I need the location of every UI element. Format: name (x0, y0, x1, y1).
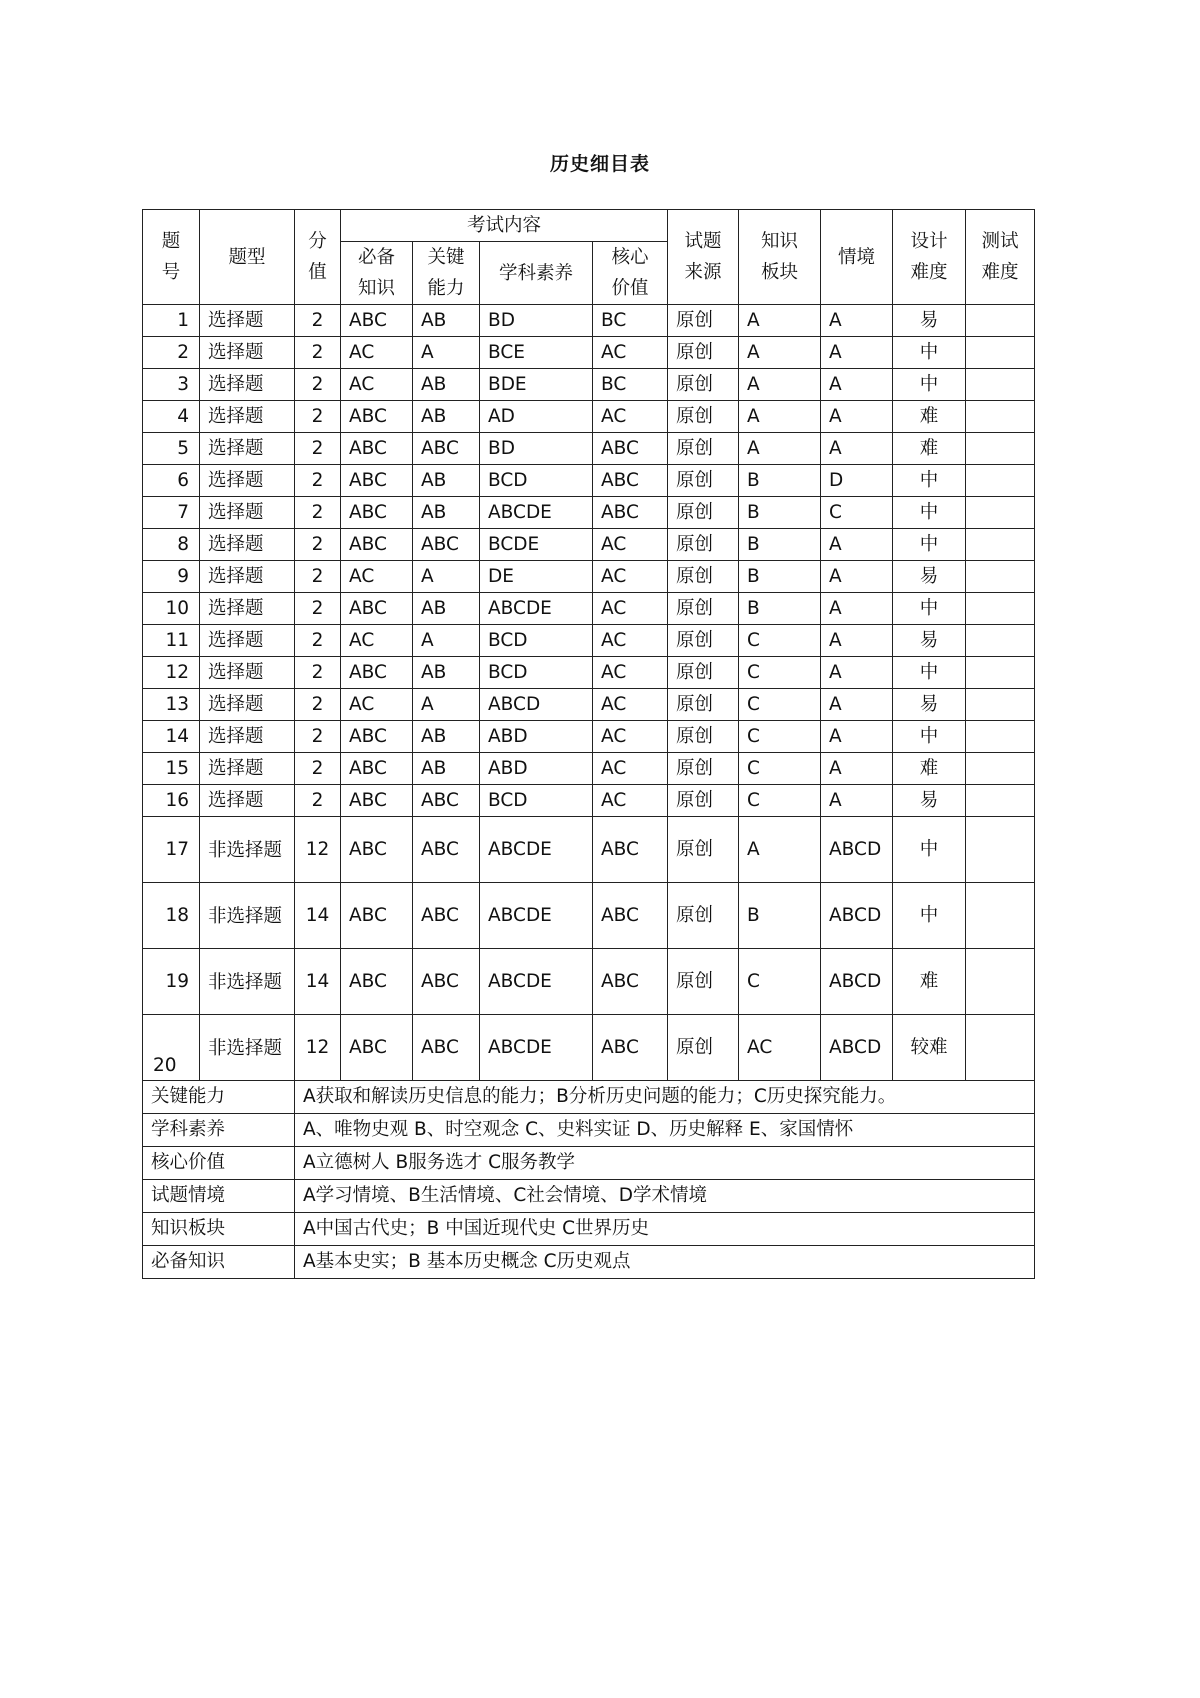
header-values: 核心价值 (593, 242, 668, 305)
cell-source: 原创 (668, 561, 739, 593)
cell-context: ABCD (821, 817, 893, 883)
cell-values: ABC (593, 497, 668, 529)
cell-score: 2 (295, 401, 341, 433)
page-title: 历史细目表 (549, 153, 650, 175)
cell-source: 原创 (668, 593, 739, 625)
table-row (143, 817, 1035, 883)
cell-ability: AB (413, 497, 480, 529)
cell-literacy: BCE (480, 337, 593, 369)
cell-score: 2 (295, 433, 341, 465)
cell-knowledge: ABC (341, 817, 413, 883)
cell-literacy: BCD (480, 625, 593, 657)
cell-literacy: ABD (480, 721, 593, 753)
cell-type: 选择题 (200, 753, 295, 785)
cell-num: 12 (143, 657, 200, 689)
cell-literacy: ABCDE (480, 1015, 593, 1081)
cell-score: 2 (295, 593, 341, 625)
cell-score: 12 (295, 1015, 341, 1081)
cell-source: 原创 (668, 721, 739, 753)
cell-knowledge: ABC (341, 529, 413, 561)
cell-values: AC (593, 625, 668, 657)
cell-score: 12 (295, 817, 341, 883)
cell-type: 非选择题 (200, 883, 295, 949)
cell-values: AC (593, 529, 668, 561)
cell-knowledge: ABC (341, 721, 413, 753)
cell-block: A (739, 433, 821, 465)
cell-test-difficulty (966, 433, 1035, 465)
cell-type: 选择题 (200, 785, 295, 817)
cell-context: A (821, 657, 893, 689)
cell-block: A (739, 369, 821, 401)
legend-key: 关键能力 (143, 1081, 295, 1114)
cell-context: ABCD (821, 883, 893, 949)
cell-values: AC (593, 593, 668, 625)
cell-values: ABC (593, 433, 668, 465)
cell-ability: A (413, 561, 480, 593)
cell-source: 原创 (668, 497, 739, 529)
legend-value: A立德树人 B服务选才 C服务教学 (295, 1147, 1035, 1180)
cell-test-difficulty (966, 529, 1035, 561)
cell-block: B (739, 561, 821, 593)
header-source: 试题来源 (668, 210, 739, 305)
cell-literacy: BCDE (480, 529, 593, 561)
header-exam-content: 考试内容 (341, 210, 668, 242)
cell-design-difficulty: 易 (893, 305, 966, 337)
cell-context: D (821, 465, 893, 497)
cell-knowledge: ABC (341, 401, 413, 433)
cell-ability: AB (413, 753, 480, 785)
legend-row (143, 1213, 1035, 1246)
cell-literacy: BCD (480, 465, 593, 497)
cell-design-difficulty: 难 (893, 753, 966, 785)
cell-test-difficulty (966, 1015, 1035, 1081)
cell-type: 非选择题 (200, 817, 295, 883)
cell-context: A (821, 721, 893, 753)
table-row (143, 593, 1035, 625)
cell-type: 非选择题 (200, 1015, 295, 1081)
legend-value: A学习情境、B生活情境、C社会情境、D学术情境 (295, 1180, 1035, 1213)
cell-ability: AB (413, 593, 480, 625)
cell-source: 原创 (668, 689, 739, 721)
cell-literacy: BDE (480, 369, 593, 401)
detail-table (142, 209, 1035, 1279)
cell-values: ABC (593, 465, 668, 497)
cell-score: 2 (295, 625, 341, 657)
cell-context: A (821, 689, 893, 721)
cell-source: 原创 (668, 625, 739, 657)
cell-ability: ABC (413, 785, 480, 817)
cell-source: 原创 (668, 337, 739, 369)
cell-type: 非选择题 (200, 949, 295, 1015)
header-context: 情境 (821, 210, 893, 305)
cell-ability: AB (413, 465, 480, 497)
table-row (143, 529, 1035, 561)
cell-num: 10 (143, 593, 200, 625)
cell-context: A (821, 561, 893, 593)
cell-num: 4 (143, 401, 200, 433)
cell-design-difficulty: 中 (893, 657, 966, 689)
cell-literacy: DE (480, 561, 593, 593)
legend-row (143, 1147, 1035, 1180)
table-row (143, 369, 1035, 401)
table-row (143, 753, 1035, 785)
cell-ability: A (413, 625, 480, 657)
cell-num: 3 (143, 369, 200, 401)
cell-block: C (739, 949, 821, 1015)
header-block: 知识板块 (739, 210, 821, 305)
cell-score: 2 (295, 561, 341, 593)
cell-knowledge: ABC (341, 465, 413, 497)
cell-values: BC (593, 305, 668, 337)
cell-num: 8 (143, 529, 200, 561)
cell-block: A (739, 401, 821, 433)
cell-knowledge: ABC (341, 785, 413, 817)
cell-ability: ABC (413, 529, 480, 561)
cell-knowledge: AC (341, 689, 413, 721)
cell-block: B (739, 497, 821, 529)
cell-design-difficulty: 中 (893, 337, 966, 369)
cell-values: ABC (593, 1015, 668, 1081)
cell-type: 选择题 (200, 465, 295, 497)
cell-test-difficulty (966, 561, 1035, 593)
cell-num: 1 (143, 305, 200, 337)
table-row (143, 337, 1035, 369)
cell-test-difficulty (966, 593, 1035, 625)
cell-block: C (739, 753, 821, 785)
legend-row (143, 1081, 1035, 1114)
cell-knowledge: ABC (341, 433, 413, 465)
cell-design-difficulty: 易 (893, 689, 966, 721)
cell-context: A (821, 369, 893, 401)
cell-design-difficulty: 易 (893, 785, 966, 817)
cell-design-difficulty: 难 (893, 949, 966, 1015)
cell-ability: ABC (413, 883, 480, 949)
cell-type: 选择题 (200, 529, 295, 561)
cell-test-difficulty (966, 369, 1035, 401)
header-ability: 关键能力 (413, 242, 480, 305)
cell-test-difficulty (966, 883, 1035, 949)
cell-num: 13 (143, 689, 200, 721)
legend-key: 学科素养 (143, 1114, 295, 1147)
cell-num: 20 (143, 1015, 200, 1081)
cell-test-difficulty (966, 305, 1035, 337)
cell-knowledge: ABC (341, 1015, 413, 1081)
cell-type: 选择题 (200, 305, 295, 337)
header-test-difficulty: 测试难度 (966, 210, 1035, 305)
cell-type: 选择题 (200, 337, 295, 369)
cell-type: 选择题 (200, 433, 295, 465)
cell-knowledge: ABC (341, 753, 413, 785)
cell-score: 2 (295, 305, 341, 337)
table-row (143, 497, 1035, 529)
cell-num: 6 (143, 465, 200, 497)
table-row (143, 625, 1035, 657)
cell-test-difficulty (966, 497, 1035, 529)
cell-score: 2 (295, 369, 341, 401)
cell-num: 17 (143, 817, 200, 883)
cell-num: 2 (143, 337, 200, 369)
cell-ability: ABC (413, 433, 480, 465)
table-row (143, 433, 1035, 465)
cell-design-difficulty: 难 (893, 433, 966, 465)
cell-test-difficulty (966, 401, 1035, 433)
cell-design-difficulty: 中 (893, 369, 966, 401)
header-design-difficulty: 设计难度 (893, 210, 966, 305)
cell-literacy: BD (480, 433, 593, 465)
cell-num: 9 (143, 561, 200, 593)
cell-design-difficulty: 难 (893, 401, 966, 433)
cell-knowledge: AC (341, 561, 413, 593)
cell-source: 原创 (668, 305, 739, 337)
cell-source: 原创 (668, 433, 739, 465)
cell-knowledge: ABC (341, 497, 413, 529)
cell-block: C (739, 785, 821, 817)
cell-block: A (739, 305, 821, 337)
header-type: 题型 (200, 210, 295, 305)
table-row (143, 1015, 1035, 1081)
cell-context: A (821, 401, 893, 433)
cell-block: B (739, 529, 821, 561)
table-row (143, 721, 1035, 753)
cell-block: B (739, 883, 821, 949)
cell-source: 原创 (668, 401, 739, 433)
cell-block: AC (739, 1015, 821, 1081)
cell-values: AC (593, 785, 668, 817)
cell-test-difficulty (966, 657, 1035, 689)
cell-type: 选择题 (200, 657, 295, 689)
cell-type: 选择题 (200, 593, 295, 625)
cell-block: C (739, 625, 821, 657)
cell-score: 2 (295, 465, 341, 497)
cell-block: A (739, 337, 821, 369)
header-score: 分值 (295, 210, 341, 305)
cell-block: A (739, 817, 821, 883)
cell-ability: A (413, 337, 480, 369)
cell-ability: ABC (413, 817, 480, 883)
cell-num: 11 (143, 625, 200, 657)
cell-source: 原创 (668, 785, 739, 817)
cell-knowledge: AC (341, 337, 413, 369)
cell-design-difficulty: 中 (893, 593, 966, 625)
cell-ability: ABC (413, 949, 480, 1015)
cell-literacy: ABCDE (480, 949, 593, 1015)
cell-values: AC (593, 401, 668, 433)
cell-design-difficulty: 较难 (893, 1015, 966, 1081)
cell-source: 原创 (668, 465, 739, 497)
cell-source: 原创 (668, 369, 739, 401)
cell-source: 原创 (668, 753, 739, 785)
cell-num: 19 (143, 949, 200, 1015)
header-num: 题号 (143, 210, 200, 305)
cell-type: 选择题 (200, 401, 295, 433)
table-row (143, 785, 1035, 817)
cell-score: 2 (295, 753, 341, 785)
cell-knowledge: ABC (341, 949, 413, 1015)
cell-values: AC (593, 561, 668, 593)
cell-values: AC (593, 337, 668, 369)
cell-score: 2 (295, 497, 341, 529)
cell-ability: AB (413, 721, 480, 753)
cell-context: A (821, 305, 893, 337)
cell-literacy: ABCDE (480, 817, 593, 883)
cell-score: 2 (295, 657, 341, 689)
cell-design-difficulty: 易 (893, 625, 966, 657)
cell-literacy: ABCDE (480, 497, 593, 529)
table-row (143, 689, 1035, 721)
cell-test-difficulty (966, 817, 1035, 883)
cell-block: B (739, 465, 821, 497)
cell-num: 14 (143, 721, 200, 753)
cell-type: 选择题 (200, 561, 295, 593)
cell-values: AC (593, 657, 668, 689)
cell-source: 原创 (668, 883, 739, 949)
cell-num: 16 (143, 785, 200, 817)
cell-values: AC (593, 689, 668, 721)
table-row (143, 401, 1035, 433)
cell-test-difficulty (966, 625, 1035, 657)
cell-literacy: BD (480, 305, 593, 337)
legend-row (143, 1180, 1035, 1213)
cell-design-difficulty: 中 (893, 817, 966, 883)
cell-type: 选择题 (200, 721, 295, 753)
table-row (143, 465, 1035, 497)
cell-knowledge: ABC (341, 305, 413, 337)
cell-score: 2 (295, 337, 341, 369)
cell-design-difficulty: 中 (893, 883, 966, 949)
legend-value: A中国古代史；B 中国近现代史 C世界历史 (295, 1213, 1035, 1246)
cell-num: 15 (143, 753, 200, 785)
cell-source: 原创 (668, 817, 739, 883)
cell-context: A (821, 753, 893, 785)
cell-block: C (739, 721, 821, 753)
cell-test-difficulty (966, 721, 1035, 753)
legend-value: A获取和解读历史信息的能力；B分析历史问题的能力；C历史探究能力。 (295, 1081, 1035, 1114)
table-row (143, 657, 1035, 689)
cell-context: C (821, 497, 893, 529)
cell-ability: AB (413, 657, 480, 689)
cell-type: 选择题 (200, 369, 295, 401)
header-row-1 (143, 210, 1035, 242)
header-knowledge: 必备知识 (341, 242, 413, 305)
cell-context: A (821, 433, 893, 465)
cell-knowledge: ABC (341, 883, 413, 949)
cell-values: BC (593, 369, 668, 401)
cell-context: A (821, 625, 893, 657)
cell-literacy: AD (480, 401, 593, 433)
cell-test-difficulty (966, 337, 1035, 369)
cell-score: 2 (295, 689, 341, 721)
cell-source: 原创 (668, 657, 739, 689)
cell-literacy: ABCDE (480, 883, 593, 949)
cell-design-difficulty: 中 (893, 465, 966, 497)
cell-design-difficulty: 中 (893, 497, 966, 529)
cell-design-difficulty: 易 (893, 561, 966, 593)
legend-key: 知识板块 (143, 1213, 295, 1246)
cell-type: 选择题 (200, 497, 295, 529)
cell-literacy: BCD (480, 657, 593, 689)
legend-key: 试题情境 (143, 1180, 295, 1213)
cell-values: ABC (593, 883, 668, 949)
cell-knowledge: ABC (341, 657, 413, 689)
cell-values: AC (593, 753, 668, 785)
cell-context: A (821, 337, 893, 369)
cell-source: 原创 (668, 529, 739, 561)
cell-values: AC (593, 721, 668, 753)
cell-num: 5 (143, 433, 200, 465)
legend-key: 必备知识 (143, 1246, 295, 1279)
cell-ability: ABC (413, 1015, 480, 1081)
cell-block: C (739, 689, 821, 721)
cell-knowledge: ABC (341, 593, 413, 625)
cell-type: 选择题 (200, 625, 295, 657)
cell-knowledge: AC (341, 369, 413, 401)
cell-design-difficulty: 中 (893, 721, 966, 753)
cell-design-difficulty: 中 (893, 529, 966, 561)
cell-values: ABC (593, 817, 668, 883)
legend-value: A、唯物史观 B、时空观念 C、史料实证 D、历史解释 E、家国情怀 (295, 1114, 1035, 1147)
legend-value: A基本史实；B 基本历史概念 C历史观点 (295, 1246, 1035, 1279)
cell-block: B (739, 593, 821, 625)
cell-literacy: ABCDE (480, 593, 593, 625)
cell-source: 原创 (668, 949, 739, 1015)
legend-row (143, 1246, 1035, 1279)
cell-type: 选择题 (200, 689, 295, 721)
cell-context: ABCD (821, 949, 893, 1015)
cell-test-difficulty (966, 949, 1035, 1015)
cell-ability: AB (413, 305, 480, 337)
cell-context: A (821, 785, 893, 817)
cell-score: 2 (295, 529, 341, 561)
cell-ability: AB (413, 369, 480, 401)
table-row (143, 883, 1035, 949)
table-row (143, 561, 1035, 593)
legend-row (143, 1114, 1035, 1147)
cell-context: ABCD (821, 1015, 893, 1081)
table-row (143, 305, 1035, 337)
cell-literacy: ABCD (480, 689, 593, 721)
cell-literacy: ABD (480, 753, 593, 785)
table-row (143, 949, 1035, 1015)
cell-score: 2 (295, 721, 341, 753)
header-literacy: 学科素养 (480, 242, 593, 305)
cell-literacy: BCD (480, 785, 593, 817)
cell-test-difficulty (966, 689, 1035, 721)
cell-context: A (821, 593, 893, 625)
cell-test-difficulty (966, 753, 1035, 785)
cell-num: 18 (143, 883, 200, 949)
cell-knowledge: AC (341, 625, 413, 657)
cell-values: ABC (593, 949, 668, 1015)
cell-score: 14 (295, 883, 341, 949)
cell-test-difficulty (966, 465, 1035, 497)
cell-ability: AB (413, 401, 480, 433)
cell-num: 7 (143, 497, 200, 529)
cell-ability: A (413, 689, 480, 721)
cell-score: 2 (295, 785, 341, 817)
legend-key: 核心价值 (143, 1147, 295, 1180)
cell-source: 原创 (668, 1015, 739, 1081)
cell-context: A (821, 529, 893, 561)
cell-score: 14 (295, 949, 341, 1015)
cell-block: C (739, 657, 821, 689)
cell-test-difficulty (966, 785, 1035, 817)
